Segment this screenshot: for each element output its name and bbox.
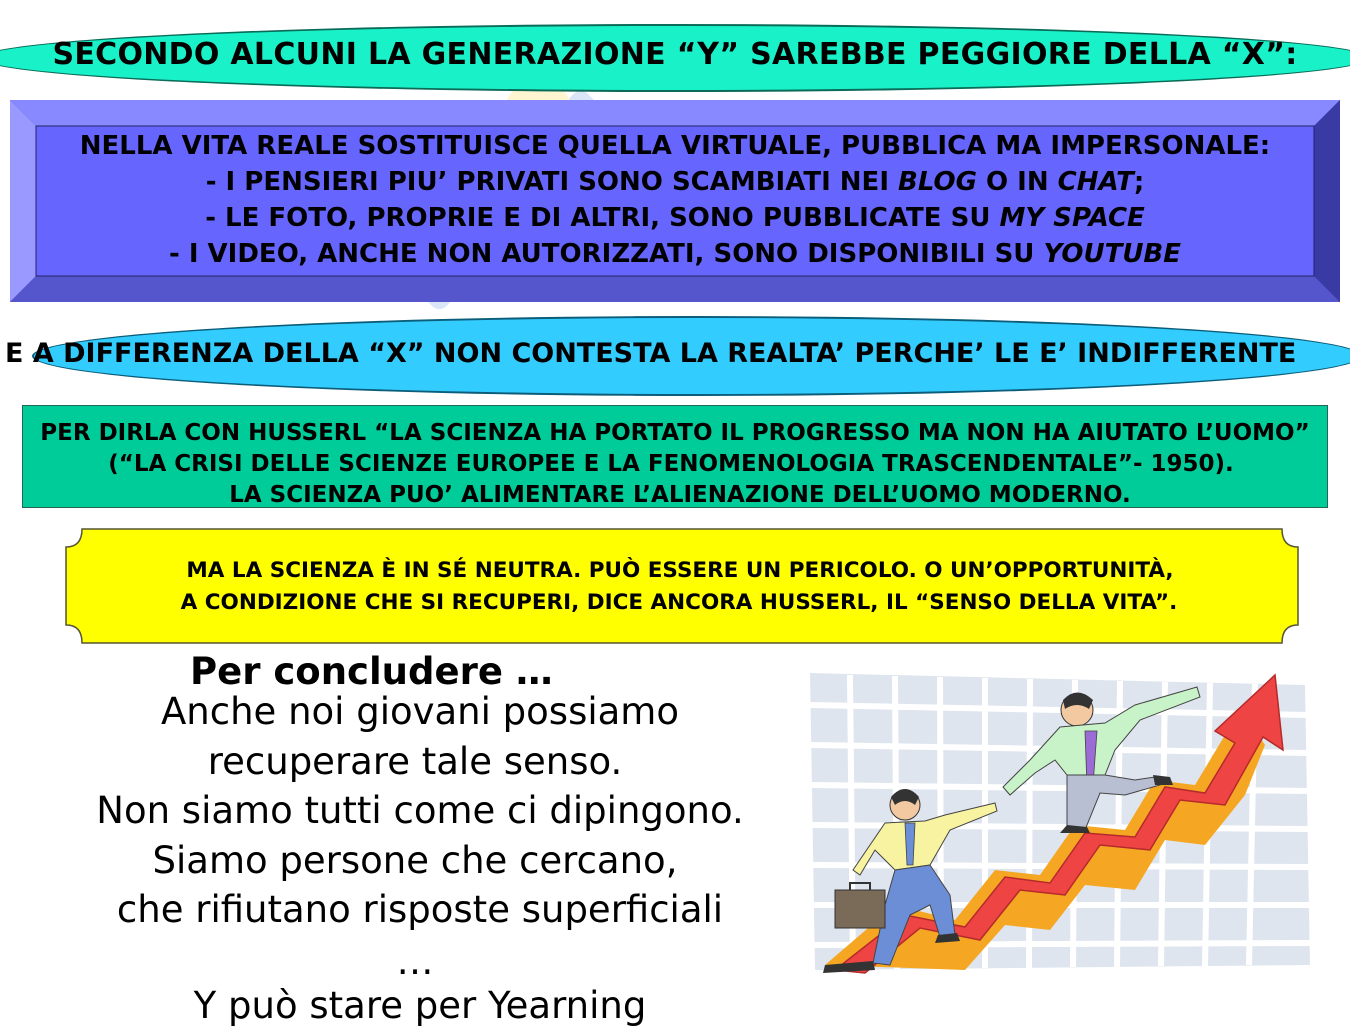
conclusion-line-3: Non siamo tutti come ci dipingono. <box>96 789 744 832</box>
myspace-term: MY SPACE <box>999 203 1145 233</box>
virtual-line-1: NELLA VITA REALE SOSTITUISCE QUELLA VIRTUALE, PUBBLICA MA IMPERSONALE: <box>79 131 1271 161</box>
conclusion-line-4: Siamo persone che cercano, <box>152 839 678 882</box>
husserl-line-3: LA SCIENZA PUO’ ALIMENTARE L’ALIENAZIONE DELL’UOMO MODERNO. <box>229 482 1131 508</box>
virtual-line-4: - I VIDEO, ANCHE NON AUTORIZZATI, SONO DISPONIBILI SU YOUTUBE <box>168 239 1182 269</box>
slide-title: SECONDO ALCUNI LA GENERAZIONE “Y” SAREBBE PEGGIORE DELLA “X”: <box>52 37 1298 72</box>
business-people-climbing-growth-arrow-icon <box>805 665 1315 980</box>
conclusion-heading: Per concludere … <box>190 650 553 693</box>
conclusion-line-5: che rifiutano risposte superficiali <box>116 888 724 931</box>
husserl-line-1: PER DIRLA CON HUSSERL “LA SCIENZA HA PORTATO IL PROGRESSO MA NON HA AIUTATO L’UOMO” <box>40 420 1310 446</box>
conclusion-line-6: … <box>396 940 434 983</box>
virtual-life-text <box>0 128 1350 272</box>
neutral-line-2: A CONDIZIONE CHE SI RECUPERI, DICE ANCORA HUSSERL, IL “SENSO DELLA VITA”. <box>180 590 1178 615</box>
conclusion-line-2: recuperare tale senso. <box>207 740 623 783</box>
virtual-line-3: - LE FOTO, PROPRIE E DI ALTRI, SONO PUBBLICATE SU MY SPACE <box>205 203 1145 233</box>
chat-term: CHAT <box>1057 167 1134 197</box>
conclusion-line-1: Anche noi giovani possiamo <box>161 690 679 733</box>
neutral-line-1: MA LA SCIENZA È IN SÉ NEUTRA. PUÒ ESSERE UN PERICOLO. O UN’OPPORTUNITÀ, <box>186 558 1174 583</box>
indifference-text: E A DIFFERENZA DELLA “X” NON CONTESTA LA REALTA’ PERCHE’ LE E’ INDIFFERENTE <box>5 338 1297 369</box>
neutral-science-plaque <box>64 527 1300 645</box>
youtube-term: YOUTUBE <box>1043 239 1182 269</box>
virtual-line-2: - I PENSIERI PIU’ PRIVATI SONO SCAMBIATI NEI BLOG O IN CHAT; <box>205 167 1145 197</box>
conclusion-line-7: Y può stare per Yearning <box>193 984 647 1027</box>
blog-term: BLOG <box>898 167 977 197</box>
husserl-line-2: (“LA CRISI DELLE SCIENZE EUROPEE E LA FENOMENOLOGIA TRASCENDENTALE”- 1950). <box>108 451 1234 477</box>
